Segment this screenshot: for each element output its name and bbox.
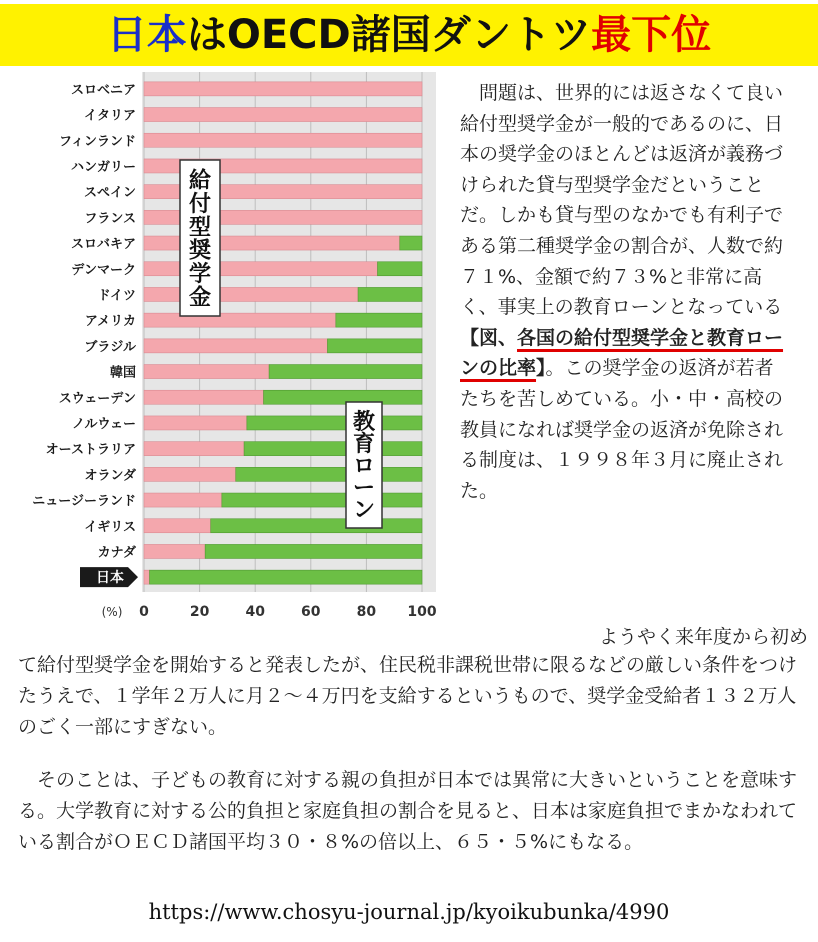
- bar-loan: [247, 416, 422, 430]
- legend-loan-char: ー: [352, 476, 376, 501]
- category-label: オランダ: [84, 468, 136, 484]
- legend-loan-char: 教: [352, 410, 376, 435]
- category-label: カナダ: [97, 545, 136, 561]
- category-label: ドイツ: [97, 288, 136, 304]
- category-label: スウェーデン: [58, 391, 136, 407]
- fig-ref-title-a: 各国の給付型奨学金と教育ロー: [517, 326, 784, 349]
- bar-loan: [211, 519, 422, 533]
- bar-loan: [264, 390, 422, 404]
- legend-grant-char: 型: [188, 215, 212, 241]
- x-tick-label: 20: [189, 604, 210, 620]
- fig-ref-close: 】: [536, 357, 546, 380]
- category-label: アメリカ: [84, 314, 136, 330]
- chart-category-labels: [32, 83, 138, 587]
- bar-grant: [144, 442, 244, 456]
- headline-japan: 日本: [106, 12, 187, 58]
- category-label: ニュージーランド: [32, 494, 136, 510]
- legend-grant-char: 学: [188, 262, 212, 287]
- x-tick-label: 40: [245, 604, 265, 620]
- bar-loan: [358, 287, 422, 301]
- bar-grant: [144, 339, 327, 353]
- x-tick-label: 0: [139, 604, 149, 620]
- article-bottom: [18, 620, 808, 858]
- fig-ref-open: 【図、: [460, 326, 518, 349]
- headline-middle: はOECD諸国ダントツ: [186, 12, 592, 58]
- category-label: ハンガリー: [70, 159, 136, 175]
- bar-grant: [144, 262, 378, 276]
- after-figure-text: 。この奨学金の返済が若者: [545, 357, 774, 380]
- headline-worst: 最下位: [591, 12, 712, 58]
- article-side-lines-2: たちを苦しめている。小・中・高校の 教員になれば奨学金の返済が免除され る制度は、１９９８年３月に廃止され た。: [460, 387, 784, 502]
- category-label: イタリア: [83, 108, 136, 124]
- category-label: スロベニア: [70, 82, 136, 98]
- category-label: スペイン: [83, 185, 136, 201]
- bar-loan: [400, 236, 422, 250]
- article-side-lines: 問題は、世界的には返さなくて良い 給付型奨学金が一般的であるのに、日 本の奨学金のほとんどは返済が義務づ けられた貸与型奨学金だということ だ。しかも貸与型のなかでも有利子で ある第二種奨学金の割合が、人数で約 ７１%、金額で約７３%と非常に高 く、事実上の教育ローンとなっている: [460, 82, 784, 319]
- bar-loan: [222, 493, 422, 507]
- para2-start: ようやく来年度から初め: [598, 626, 808, 648]
- category-label: オーストラリア: [45, 442, 136, 458]
- x-tick-label: 60: [301, 604, 321, 620]
- bar-loan: [244, 442, 422, 456]
- bar-loan: [205, 544, 422, 558]
- scholarship-chart: [0, 70, 450, 630]
- axis-unit-label: (%): [101, 605, 123, 619]
- headline: [0, 4, 818, 66]
- plot-area: [142, 72, 436, 592]
- bar-grant: [144, 493, 222, 507]
- category-label: スロバキア: [70, 237, 136, 253]
- chart-background: [142, 72, 436, 592]
- category-label: 韓国: [109, 365, 136, 381]
- bar-loan: [150, 570, 422, 584]
- para2-rest: て給付型奨学金を開始すると発表したが、住民税非課税世帯に限るなどの厳しい条件をつけたうえで、１学年２万人に月２～４万円を支給するというもので、奨学金受給者１３２万人のごく一部にすぎない。: [18, 654, 798, 738]
- legend-grant-char: 給: [188, 168, 212, 194]
- bar-grant: [144, 287, 358, 301]
- bar-loan: [269, 365, 422, 379]
- bar-loan: [236, 467, 422, 481]
- category-label: デンマーク: [71, 262, 136, 278]
- chart-x-axis: [102, 604, 437, 620]
- category-label: ノルウェー: [72, 416, 136, 432]
- bar-loan: [378, 262, 422, 276]
- category-label: イギリス: [84, 519, 136, 535]
- legend-loan-char: ン: [352, 498, 376, 523]
- legend-loan-char: ロ: [352, 454, 376, 479]
- category-label: 日本: [96, 570, 124, 587]
- fig-ref-title-b: ンの比率: [460, 357, 537, 380]
- category-label: ブラジル: [84, 339, 136, 355]
- bar-grant: [144, 365, 269, 379]
- bar-grant: [144, 82, 422, 96]
- para3: そのことは、子どもの教育に対する親の負担が日本では異常に大きいということを意味する。大学教育に対する公的負担と家庭負担の割合を見ると、日本は家庭負担でまかなわれている割合がＯＥＣＤ諸国平均３０・８%の倍以上、６５・５%にもなる。: [18, 769, 798, 853]
- bar-grant: [144, 467, 236, 481]
- legend-grant-char: 奨: [188, 238, 212, 264]
- bar-grant: [144, 544, 205, 558]
- article-side-column: [460, 78, 810, 506]
- category-label: フランス: [84, 211, 136, 227]
- bar-grant: [144, 390, 264, 404]
- source-url: https://www.chosyu-journal.jp/kyoikubunka/4990: [148, 900, 670, 924]
- category-label: フィンランド: [59, 134, 136, 150]
- bar-grant: [144, 133, 422, 147]
- x-tick-label: 80: [356, 604, 377, 620]
- bar-grant: [144, 313, 336, 327]
- x-tick-label: 100: [407, 604, 437, 620]
- bar-grant: [144, 416, 247, 430]
- legend-grant-char: 付: [188, 192, 212, 217]
- bar-loan: [327, 339, 422, 353]
- bar-grant: [144, 108, 422, 122]
- bar-loan: [336, 313, 422, 327]
- legend-grant-char: 金: [188, 285, 212, 311]
- bar-grant: [144, 570, 150, 584]
- bar-grant: [144, 519, 211, 533]
- legend-loan-char: 育: [352, 432, 376, 457]
